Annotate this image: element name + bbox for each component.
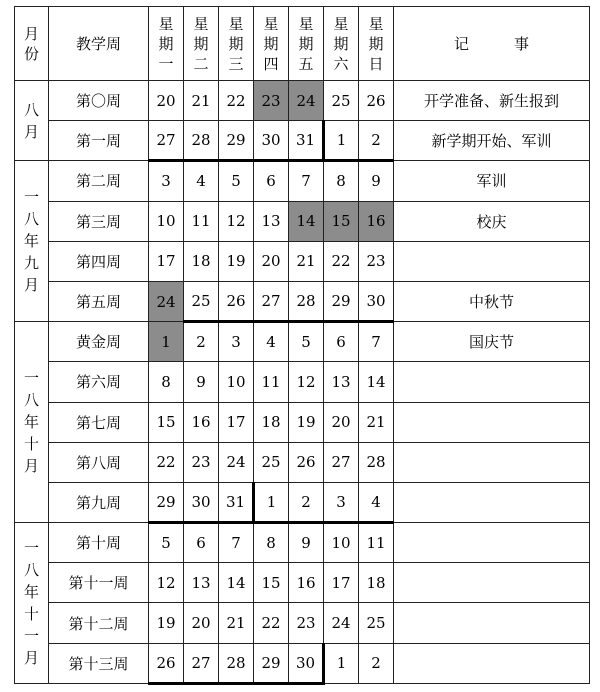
- header-day-thu: 星 期 四: [254, 7, 289, 81]
- day-cell: 12: [219, 201, 254, 241]
- day-cell: 12: [149, 563, 184, 603]
- header-day-mon: 星 期 一: [149, 7, 184, 81]
- week-row: [15, 482, 590, 522]
- day-cell: 27: [254, 281, 289, 321]
- note-cell: 军训: [394, 161, 590, 201]
- note-cell: [394, 603, 590, 643]
- day-cell: 2: [359, 643, 394, 683]
- day-cell: 20: [324, 402, 359, 442]
- day-cell: 8: [149, 362, 184, 402]
- day-cell: 29: [219, 121, 254, 161]
- day-cell: 6: [184, 523, 219, 563]
- day-cell: 14: [219, 563, 254, 603]
- day-cell: 19: [289, 402, 324, 442]
- day-cell: 25: [359, 603, 394, 643]
- day-cell: 11: [184, 201, 219, 241]
- week-row: [15, 402, 590, 442]
- week-label: 第十一周: [49, 563, 149, 603]
- week-label: 第八周: [49, 442, 149, 482]
- header-row: [15, 7, 590, 81]
- day-cell: 21: [359, 402, 394, 442]
- day-cell: 24: [219, 442, 254, 482]
- week-label: 第十周: [49, 523, 149, 563]
- day-cell: 6: [324, 322, 359, 362]
- day-cell: 28: [359, 442, 394, 482]
- day-cell: 29: [254, 643, 289, 683]
- week-row: [15, 362, 590, 402]
- week-row: [15, 563, 590, 603]
- day-cell: 9: [289, 523, 324, 563]
- day-cell: 13: [184, 563, 219, 603]
- note-cell: [394, 523, 590, 563]
- header-day-sun: 星 期 日: [359, 7, 394, 81]
- week-row: [15, 201, 590, 241]
- day-cell: 26: [359, 81, 394, 121]
- day-cell: 9: [359, 161, 394, 201]
- day-cell: 4: [254, 322, 289, 362]
- day-cell: 26: [289, 442, 324, 482]
- day-cell: 26: [219, 281, 254, 321]
- week-label: 第七周: [49, 402, 149, 442]
- header-week: 教学周: [49, 7, 149, 81]
- day-cell: 8: [324, 161, 359, 201]
- day-cell: 27: [149, 121, 184, 161]
- day-cell: 3: [324, 482, 359, 522]
- month-label: 一 八 年 九 月: [15, 161, 49, 322]
- day-cell: 1: [324, 121, 359, 161]
- day-cell: 7: [289, 161, 324, 201]
- day-cell: 4: [359, 482, 394, 522]
- day-cell: 30: [359, 281, 394, 321]
- day-cell: 7: [219, 523, 254, 563]
- day-cell: 17: [149, 241, 184, 281]
- note-cell: 校庆: [394, 201, 590, 241]
- day-cell: 13: [324, 362, 359, 402]
- day-cell: 19: [149, 603, 184, 643]
- note-cell: [394, 482, 590, 522]
- week-row: [15, 442, 590, 482]
- day-cell: 16: [184, 402, 219, 442]
- day-cell: 28: [289, 281, 324, 321]
- day-cell: 5: [219, 161, 254, 201]
- day-cell: 22: [324, 241, 359, 281]
- day-cell: 17: [324, 563, 359, 603]
- day-cell: 20: [149, 81, 184, 121]
- day-cell: 27: [184, 643, 219, 683]
- note-cell: [394, 362, 590, 402]
- day-cell: 6: [254, 161, 289, 201]
- header-day-fri: 星 期 五: [289, 7, 324, 81]
- day-cell: 27: [324, 442, 359, 482]
- note-cell: [394, 442, 590, 482]
- note-cell: [394, 402, 590, 442]
- week-row: [15, 81, 590, 121]
- day-cell: 25: [324, 81, 359, 121]
- day-cell: 29: [324, 281, 359, 321]
- day-cell: 29: [149, 482, 184, 522]
- day-cell: 22: [254, 603, 289, 643]
- day-cell: 28: [184, 121, 219, 161]
- day-cell: 30: [254, 121, 289, 161]
- day-cell: 5: [149, 523, 184, 563]
- day-cell: 10: [149, 201, 184, 241]
- note-cell: 中秋节: [394, 281, 590, 321]
- week-row: [15, 322, 590, 362]
- week-row: [15, 643, 590, 683]
- week-label: 第十三周: [49, 643, 149, 683]
- month-label: 一 八 年 十 一 月: [15, 523, 49, 684]
- day-cell: 19: [219, 241, 254, 281]
- day-cell: 14: [359, 362, 394, 402]
- day-cell: 15: [324, 201, 359, 241]
- note-cell: [394, 563, 590, 603]
- header-day-wed: 星 期 三: [219, 7, 254, 81]
- day-cell: 31: [289, 121, 324, 161]
- day-cell: 15: [254, 563, 289, 603]
- day-cell: 24: [324, 603, 359, 643]
- week-label: 黄金周: [49, 322, 149, 362]
- day-cell: 3: [149, 161, 184, 201]
- day-cell: 20: [184, 603, 219, 643]
- day-cell: 11: [254, 362, 289, 402]
- day-cell: 16: [359, 201, 394, 241]
- week-row: [15, 523, 590, 563]
- day-cell: 23: [184, 442, 219, 482]
- day-cell: 15: [149, 402, 184, 442]
- calendar-body: [15, 81, 590, 684]
- day-cell: 26: [149, 643, 184, 683]
- day-cell: 2: [359, 121, 394, 161]
- month-label: 一 八 年 十 月: [15, 322, 49, 523]
- day-cell: 30: [289, 643, 324, 683]
- day-cell: 21: [289, 241, 324, 281]
- day-cell: 11: [359, 523, 394, 563]
- day-cell: 1: [254, 482, 289, 522]
- day-cell: 20: [254, 241, 289, 281]
- day-cell: 12: [289, 362, 324, 402]
- week-label: 第三周: [49, 201, 149, 241]
- day-cell: 10: [324, 523, 359, 563]
- note-cell: 开学准备、新生报到: [394, 81, 590, 121]
- day-cell: 22: [219, 81, 254, 121]
- note-cell: [394, 241, 590, 281]
- note-cell: 新学期开始、军训: [394, 121, 590, 161]
- week-label: 第〇周: [49, 81, 149, 121]
- week-label: 第五周: [49, 281, 149, 321]
- day-cell: 18: [184, 241, 219, 281]
- calendar-table: [14, 6, 590, 685]
- day-cell: 7: [359, 322, 394, 362]
- day-cell: 23: [254, 81, 289, 121]
- note-cell: 国庆节: [394, 322, 590, 362]
- week-row: [15, 241, 590, 281]
- day-cell: 24: [149, 281, 184, 321]
- header-day-sat: 星 期 六: [324, 7, 359, 81]
- day-cell: 24: [289, 81, 324, 121]
- day-cell: 2: [289, 482, 324, 522]
- day-cell: 23: [289, 603, 324, 643]
- day-cell: 4: [184, 161, 219, 201]
- day-cell: 1: [149, 322, 184, 362]
- day-cell: 23: [359, 241, 394, 281]
- week-label: 第十二周: [49, 603, 149, 643]
- note-cell: [394, 643, 590, 683]
- week-label: 第九周: [49, 482, 149, 522]
- day-cell: 13: [254, 201, 289, 241]
- month-label: 八 月: [15, 81, 49, 161]
- week-label: 第六周: [49, 362, 149, 402]
- day-cell: 3: [219, 322, 254, 362]
- week-row: [15, 161, 590, 201]
- day-cell: 5: [289, 322, 324, 362]
- day-cell: 9: [184, 362, 219, 402]
- day-cell: 8: [254, 523, 289, 563]
- day-cell: 18: [359, 563, 394, 603]
- day-cell: 22: [149, 442, 184, 482]
- day-cell: 16: [289, 563, 324, 603]
- day-cell: 30: [184, 482, 219, 522]
- day-cell: 18: [254, 402, 289, 442]
- day-cell: 14: [289, 201, 324, 241]
- day-cell: 21: [184, 81, 219, 121]
- day-cell: 1: [324, 643, 359, 683]
- day-cell: 25: [184, 281, 219, 321]
- week-row: [15, 603, 590, 643]
- page-edge: [594, 0, 600, 692]
- week-label: 第一周: [49, 121, 149, 161]
- day-cell: 28: [219, 643, 254, 683]
- week-row: [15, 121, 590, 161]
- day-cell: 10: [219, 362, 254, 402]
- day-cell: 21: [219, 603, 254, 643]
- header-notes: 记 事: [394, 7, 590, 81]
- day-cell: 2: [184, 322, 219, 362]
- week-label: 第二周: [49, 161, 149, 201]
- day-cell: 25: [254, 442, 289, 482]
- week-row: [15, 281, 590, 321]
- week-label: 第四周: [49, 241, 149, 281]
- day-cell: 31: [219, 482, 254, 522]
- day-cell: 17: [219, 402, 254, 442]
- header-month: 月 份: [15, 7, 49, 81]
- header-day-tue: 星 期 二: [184, 7, 219, 81]
